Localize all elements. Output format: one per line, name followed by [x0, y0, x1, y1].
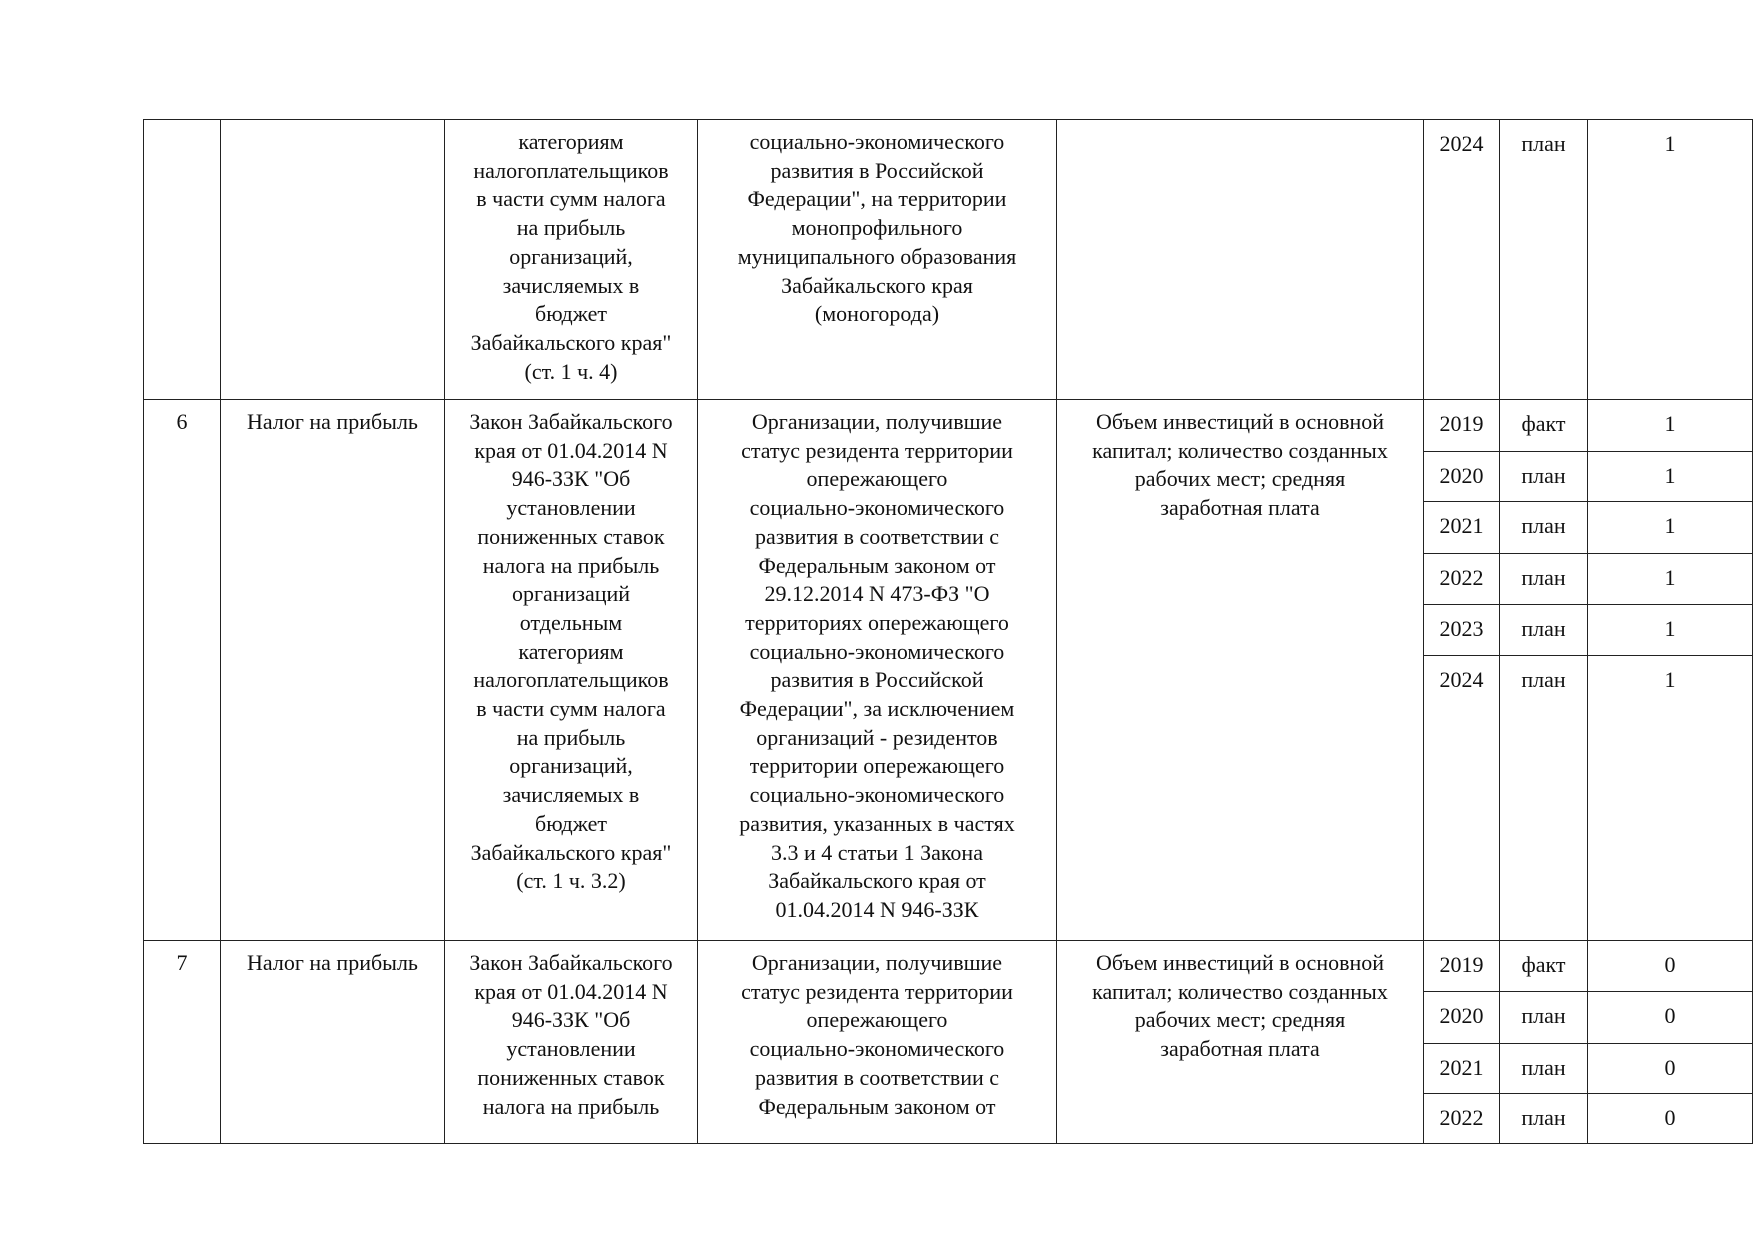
type-cell: план: [1500, 120, 1588, 400]
value-cell: 0: [1588, 992, 1753, 1044]
num-cell: 7: [144, 941, 221, 1144]
value-cell: 1: [1588, 605, 1753, 656]
type-cell: факт: [1500, 400, 1588, 452]
indicators-cell: Объем инвестиций в основной капитал; количество созданных рабочих мест; средняя заработная плата: [1057, 941, 1424, 1144]
value-cell: 1: [1588, 400, 1753, 452]
tax-cell: Налог на прибыль: [221, 941, 445, 1144]
year-cell: 2022: [1424, 1094, 1500, 1144]
indicators-cell: [1057, 120, 1424, 400]
type-cell: факт: [1500, 941, 1588, 992]
year-cell: 2024: [1424, 656, 1500, 941]
value-cell: 0: [1588, 941, 1753, 992]
type-cell: план: [1500, 656, 1588, 941]
indicators-cell: Объем инвестиций в основной капитал; количество созданных рабочих мест; средняя заработная плата: [1057, 400, 1424, 941]
law-cell: Закон Забайкальского края от 01.04.2014 N 946-ЗЗК "Об установлении пониженных ставок налога на прибыль организаций отдельным категориям налогоплательщиков в части сумм налога на прибыль организаций, зачисляемых в бюджет Забайкальского края" (ст. 1 ч. 3.2): [445, 400, 698, 941]
num-cell: 6: [144, 400, 221, 941]
year-cell: 2020: [1424, 992, 1500, 1044]
category-cell: Организации, получившие статус резидента территории опережающего социально-экономического развития в соответствии с Федеральным законом от: [698, 941, 1057, 1144]
law-cell: категориям налогоплательщиков в части сумм налога на прибыль организаций, зачисляемых в бюджет Забайкальского края" (ст. 1 ч. 4): [445, 120, 698, 400]
year-cell: 2020: [1424, 452, 1500, 502]
year-cell: 2022: [1424, 554, 1500, 605]
value-cell: 1: [1588, 452, 1753, 502]
year-cell: 2019: [1424, 941, 1500, 992]
year-cell: 2021: [1424, 1044, 1500, 1094]
category-cell: социально-экономического развития в Российской Федерации", на территории монопрофильного муниципального образования Забайкальского края (моногорода): [698, 120, 1057, 400]
type-cell: план: [1500, 1044, 1588, 1094]
value-cell: 0: [1588, 1094, 1753, 1144]
value-cell: 1: [1588, 656, 1753, 941]
table-row: [144, 400, 1753, 452]
type-cell: план: [1500, 992, 1588, 1044]
year-cell: 2019: [1424, 400, 1500, 452]
year-cell: 2021: [1424, 502, 1500, 554]
value-cell: 0: [1588, 1044, 1753, 1094]
value-cell: 1: [1588, 502, 1753, 554]
num-cell: [144, 120, 221, 400]
type-cell: план: [1500, 502, 1588, 554]
table-row: [144, 941, 1753, 992]
year-cell: 2024: [1424, 120, 1500, 400]
type-cell: план: [1500, 554, 1588, 605]
tax-benefits-table: [143, 119, 1753, 1144]
category-cell: Организации, получившие статус резидента территории опережающего социально-экономического развития в соответствии с Федеральным законом от 29.12.2014 N 473-ФЗ "О территориях опережающего социально-экономического развития в Российской Федерации", за исключением организаций - резидентов территории опережающего социально-экономического развития, указанных в частях 3.3 и 4 статьи 1 Закона Забайкальского края от 01.04.2014 N 946-ЗЗК: [698, 400, 1057, 941]
table-row: [144, 120, 1753, 400]
type-cell: план: [1500, 605, 1588, 656]
law-cell: Закон Забайкальского края от 01.04.2014 N 946-ЗЗК "Об установлении пониженных ставок налога на прибыль: [445, 941, 698, 1144]
tax-cell: Налог на прибыль: [221, 400, 445, 941]
type-cell: план: [1500, 452, 1588, 502]
tax-cell: [221, 120, 445, 400]
value-cell: 1: [1588, 554, 1753, 605]
type-cell: план: [1500, 1094, 1588, 1144]
value-cell: 1: [1588, 120, 1753, 400]
year-cell: 2023: [1424, 605, 1500, 656]
